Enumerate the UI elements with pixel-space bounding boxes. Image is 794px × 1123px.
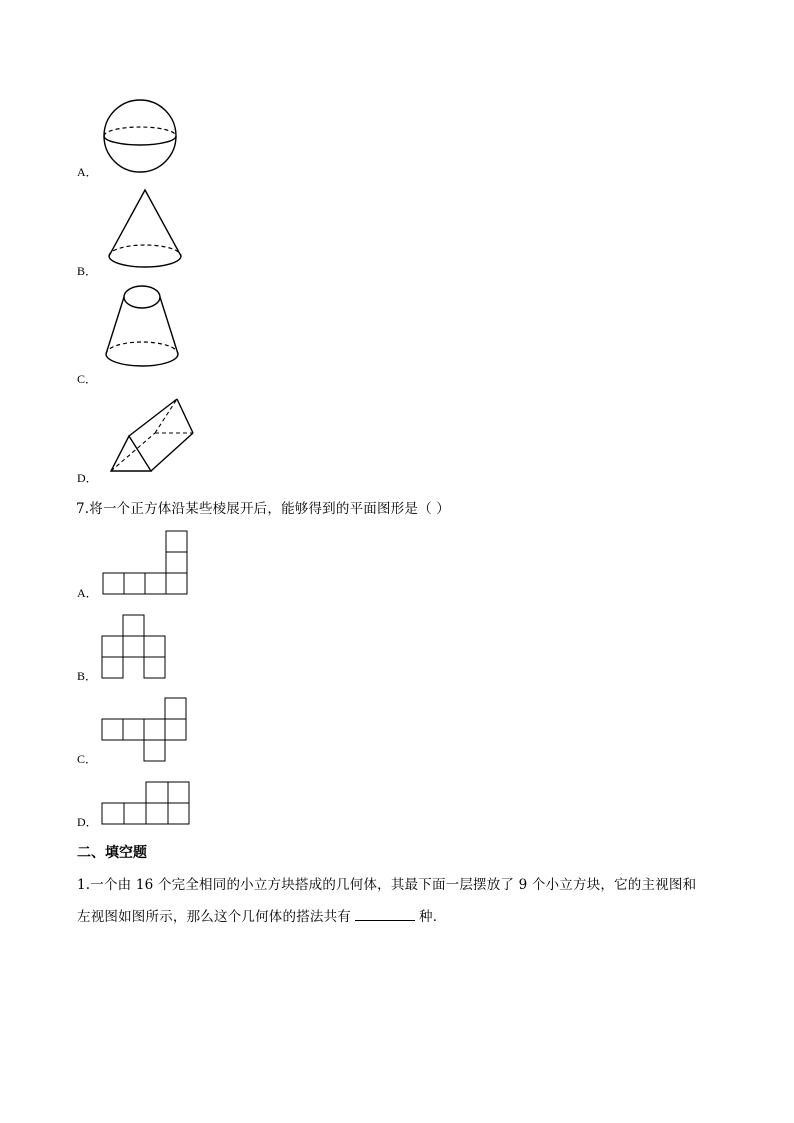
option-a-label [77,163,98,180]
option-suffix: ． [85,669,98,683]
option-letter: B [77,669,86,683]
option-suffix: ． [85,165,98,179]
q7-option-a-label [77,584,98,601]
question-7-text: 7.将一个正方体沿某些棱展开后，能够得到的平面图形是（ ） [76,501,450,517]
section-title: 二、填空题 [77,845,147,861]
q7-option-c-label [77,750,97,767]
option-suffix: ． [85,372,98,386]
sphere-figure [101,98,179,174]
fill-question-1-text: 左视图如图所示，那么这个几何体的搭法共有 [77,909,351,925]
option-letter: A [77,586,86,600]
cube-net-a [103,530,189,596]
cube-net-c [102,697,188,763]
option-d-label [77,469,98,486]
triangular-prism-figure [107,396,195,474]
option-b-label [77,262,97,279]
q7-option-b-label [77,667,97,684]
option-letter: C [77,752,86,766]
fill-question-1-line1: 1.一个由 16 个完全相同的小立方块搭成的几何体，其最下面一层摆放了 9 个小立方块，它的主视图和 [77,877,697,893]
frustum-figure [104,284,182,380]
cone-figure [107,188,183,270]
option-letter: D [77,815,86,829]
option-letter: B [77,264,86,278]
fill-question-1-line2 [77,905,446,925]
option-suffix: ． [85,752,98,766]
q7-option-d-label [77,813,98,830]
option-suffix: ． [85,586,98,600]
fill-question-1-tail: 种． [419,909,447,925]
option-suffix: ． [85,264,98,278]
option-letter: C [77,372,86,386]
option-letter: A [77,165,86,179]
option-letter: D [77,471,86,485]
answer-blank[interactable] [355,908,415,921]
option-c-label [77,370,97,387]
option-suffix: ． [85,471,98,485]
cube-net-b [102,614,168,680]
cube-net-d [102,781,190,827]
option-suffix: ． [85,815,98,829]
